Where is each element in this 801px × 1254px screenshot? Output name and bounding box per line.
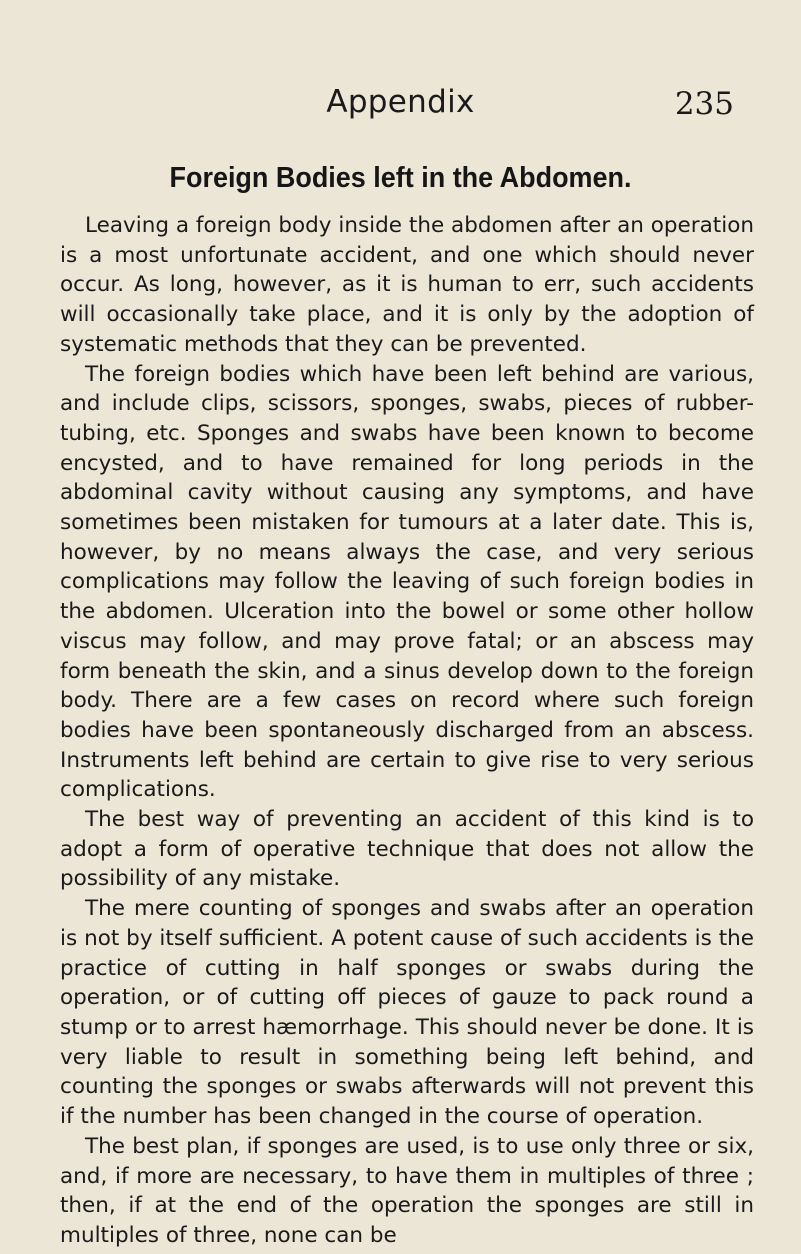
paragraph: The best plan, if sponges are used, is to use only three or six, and, if more are necessary, to have them in multiples of three ; then, if at the end of the operation the sponges are still in multiples of three, none can be — [60, 1133, 754, 1248]
body-text — [60, 211, 754, 1251]
section-title: Foreign Bodies left in the Abdomen. — [169, 162, 632, 194]
page-number: 235 — [674, 86, 734, 122]
running-title: Appendix — [326, 84, 475, 120]
paragraph: The mere counting of sponges and swabs after an operation is not by itself sufficient. A potent cause of such accidents is the practice of cutting in half sponges or swabs during the operation, or of cutting off pieces of gauze to pack round a stump or to arrest hæmorrhage. This should never be done. It is very liable to result in something being left behind, and counting the sponges or swabs afterwards will not prevent this if the number has been changed in the course of operation. — [60, 896, 754, 1130]
paragraph: The foreign bodies which have been left behind are various, and include clips, scissors, sponges, swabs, pieces of rubber-tubing, etc. Sponges and swabs have been known to become encysted, and to have remained for long periods in the abdominal cavity without causing any symptoms, and have sometimes been mistaken for tumours at a later date. This is, however, by no means always the case, and very serious complications may follow the leaving of such foreign bodies in the abdomen. Ulceration into the bowel or some other hollow viscus may follow, and may prove fatal; or an abscess may form beneath the skin, and a sinus develop down to the foreign body. There are a few cases on record where such foreign bodies have been spontaneously discharged from an abscess. Instruments left behind are certain to give rise to very serious complications. — [60, 361, 754, 803]
paragraph: The best way of preventing an accident of this kind is to adopt a form of operative technique that does not allow the possibility of any mistake. — [60, 807, 754, 892]
paragraph: Leaving a foreign body inside the abdomen after an operation is a most unfortunate accident, and one which should never occur. As long, however, as it is human to err, such accidents will occasionally take place, and it is only by the adoption of systematic methods that they can be prevented. — [60, 213, 754, 357]
running-head — [0, 84, 801, 134]
